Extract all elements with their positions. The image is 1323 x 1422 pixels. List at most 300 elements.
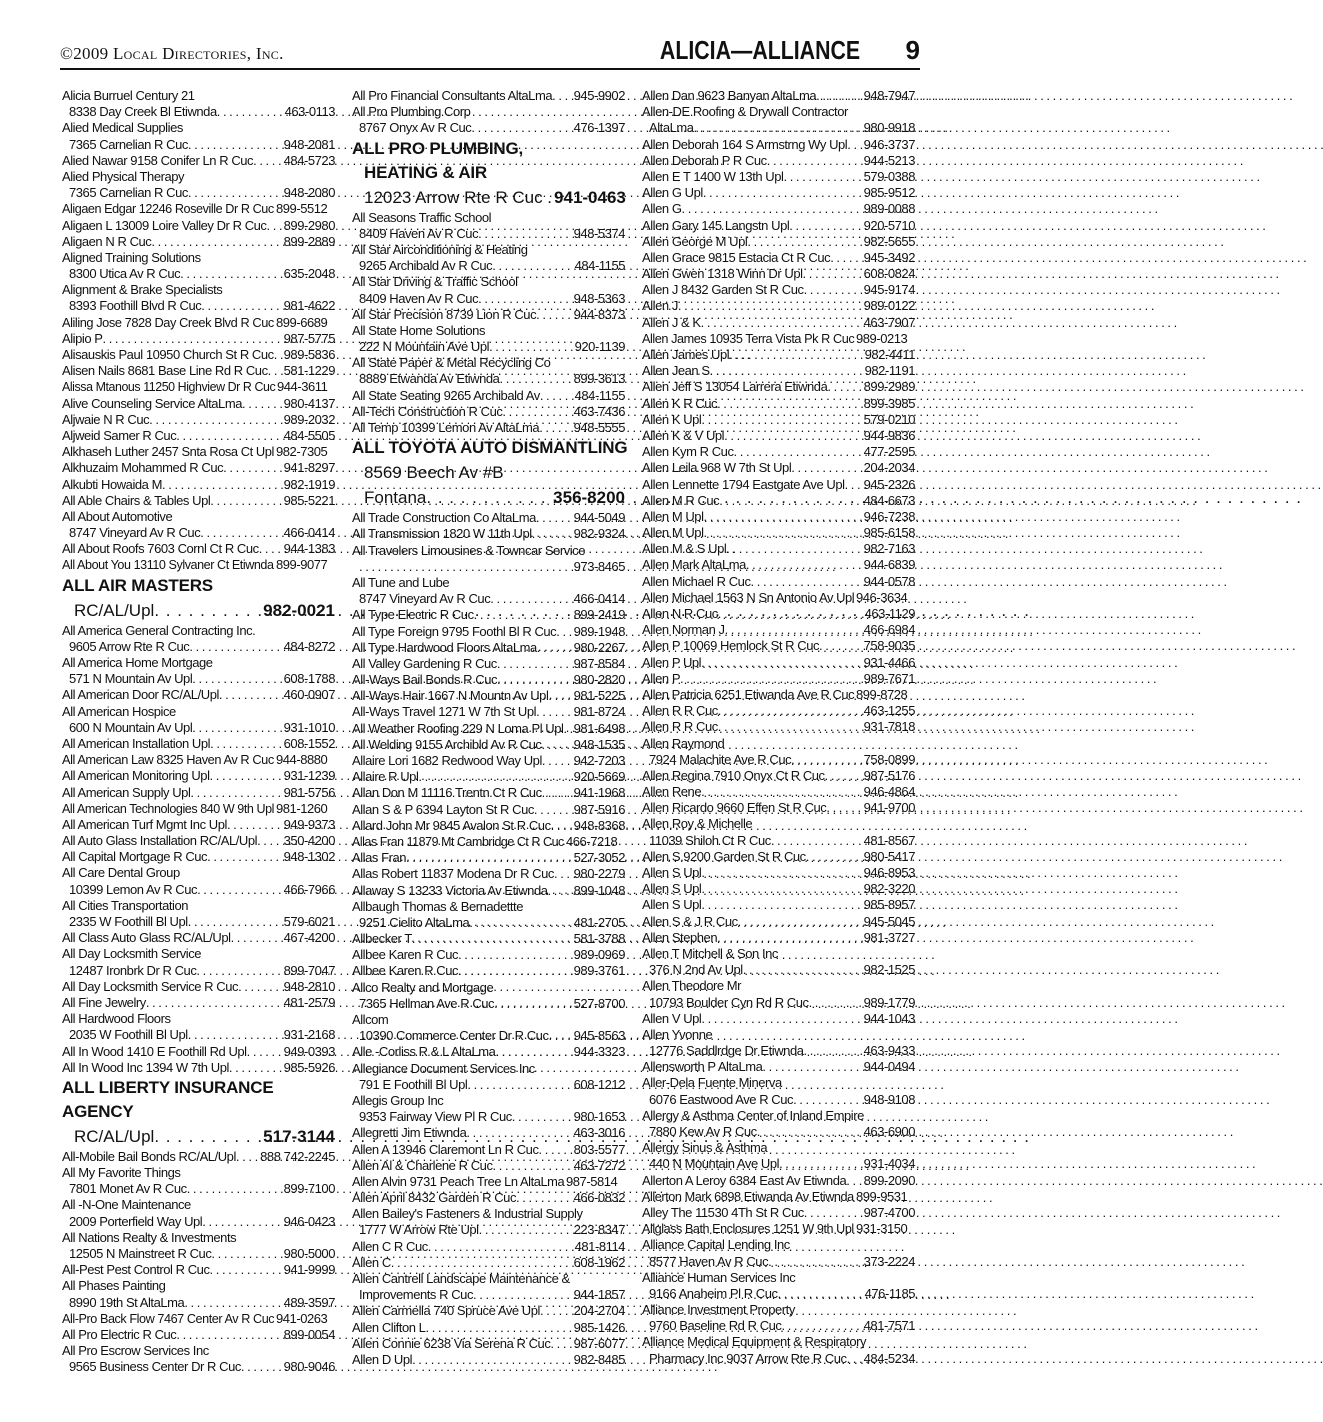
listing-line: [352, 258, 625, 274]
dot-leader: [426, 485, 551, 510]
listing-name: AltaLma: [649, 120, 694, 136]
listing-name: 2335 W Foothill Bl Upl: [69, 914, 188, 929]
listing-name: Alle -Corliss R & L AltaLma: [352, 1044, 496, 1060]
listing-line: [642, 849, 915, 865]
listing-line: [642, 1221, 915, 1237]
listing-name: All About Roofs 7603 Cornl Ct R Cuc: [62, 541, 259, 557]
listing-line: [62, 979, 335, 995]
listing-name: All-Mobile Bail Bonds RC/AL/Upl: [62, 1148, 236, 1164]
listing-phone: 899-1048: [573, 882, 625, 898]
dot-leader: [718, 606, 863, 622]
dot-leader: [176, 428, 281, 444]
listing-phone: 982-5655: [863, 233, 915, 249]
listing-name: Allen J 8432 Garden St R Cuc: [642, 282, 804, 298]
dot-leader: [534, 802, 572, 818]
listing-column-3: [642, 88, 915, 1367]
dot-leader: [825, 768, 862, 784]
dot-leader: [809, 995, 862, 1011]
listing-line: [352, 1158, 625, 1174]
section-heading: ALL LIBERTY INSURANCE: [62, 1077, 274, 1097]
dot-leader: [729, 347, 862, 363]
listing-line: [642, 865, 915, 881]
listing-name: Allen Grace 9815 Estacia Ct R Cuc: [642, 249, 831, 265]
dot-leader: [701, 784, 862, 800]
listing-name: Allen Rene: [642, 784, 702, 800]
listing-phone: 527-3052: [573, 850, 625, 866]
listing-phone: 481-2705: [573, 914, 625, 930]
listing-phone: 931-4034: [863, 1156, 915, 1172]
listing-line: [352, 559, 625, 575]
listing-line: [352, 355, 625, 371]
dot-leader: [458, 963, 572, 979]
listing-name: Allen K & V Upl: [642, 427, 725, 443]
dot-leader: [467, 1077, 571, 1093]
listing-phone: 484-5234: [863, 1350, 915, 1366]
listing-name: Allen G Upl: [642, 185, 703, 201]
featured-listing-line: [62, 598, 335, 623]
listing-name: All Pro Electric R Cuc: [62, 1326, 177, 1342]
listing-phone: 948-5363: [573, 290, 625, 306]
listing-line: [62, 250, 335, 266]
listing-name: Allen A 13946 Claremont Ln R Cuc: [352, 1141, 539, 1157]
listing-name: All Fine Jewelry: [62, 994, 146, 1010]
dot-leader: [231, 930, 282, 946]
listing-name: Allen S Upl: [642, 897, 702, 913]
listing-name: All Care Dental Group: [62, 865, 180, 881]
listing-line: [352, 1222, 625, 1238]
listing-name: 8767 Onyx Av R Cuc: [359, 120, 472, 136]
listing-line: [642, 396, 915, 412]
listing-line: [352, 1093, 625, 1109]
listing-name: All Class Auto Glass RC/AL/Upl: [62, 930, 231, 946]
listing-line: [642, 153, 915, 169]
listing-phone: 899-2989: [863, 379, 915, 395]
listing-line: [62, 1149, 335, 1165]
listing-phone: 467-4200: [283, 930, 335, 946]
listing-name: Allen M Upl: [642, 525, 704, 541]
listing-phone: 489-3597: [283, 1294, 335, 1310]
listing-line: [352, 753, 625, 769]
listing-phone: 350-4200: [283, 833, 335, 849]
dot-leader: [701, 412, 861, 428]
dot-leader: [789, 218, 861, 234]
listing-name: Alley The 11530 4Th St R Cuc: [642, 1204, 804, 1220]
listing-phone: 484-5505: [283, 427, 335, 443]
listing-phone: 945-8563: [573, 1028, 625, 1044]
dot-leader: [492, 258, 572, 274]
dot-leader: [537, 640, 572, 656]
listing-name: 7801 Monet Av R Cuc: [69, 1181, 187, 1197]
listing-name: Allen Kym R Cuc: [642, 444, 734, 460]
listing-line: [352, 339, 625, 355]
listing-phone: 466-6984: [863, 622, 915, 638]
dot-leader: [229, 1060, 282, 1076]
listing-phone: 941-9700: [863, 800, 915, 816]
dot-leader: [497, 656, 572, 672]
listing-line: [62, 1327, 335, 1343]
dot-leader: [259, 541, 282, 557]
listing-name: Allen Dan 9623 Banyan AltaLma: [642, 88, 817, 103]
dot-leader: [210, 493, 281, 509]
listing-name: 12776 Saddlrdge Dr Etiwnda: [649, 1043, 804, 1059]
listing-line: [62, 1343, 335, 1359]
listing-line: [352, 640, 625, 656]
listing-name: 2035 W Foothill Bl Upl: [69, 1027, 188, 1043]
listing-phone: 944-3323: [573, 1044, 625, 1060]
listing-name: 7924 Malachite Ave R Cuc: [649, 751, 792, 767]
listing-phone: 481-7571: [863, 1318, 915, 1334]
listing-phone: 948-1535: [573, 736, 625, 752]
listing-name: Allen M & S Upl: [642, 541, 727, 557]
dot-leader: [563, 721, 571, 737]
listing-name: All Travelers Limousines & Towncar Service: [352, 542, 586, 558]
listing-name: 7365 Carnelian R Cuc: [69, 136, 188, 152]
listing-name: Alliance Capital Lending Inc: [642, 1237, 790, 1253]
listing-name: All American Law 8325 Haven Av R Cuc: [62, 752, 274, 768]
section-heading: ALL PRO PLUMBING,: [352, 138, 524, 158]
listing-line: [62, 671, 335, 687]
listing-name: Allen Lennette 1794 Eastgate Ave Upl: [642, 476, 845, 492]
dot-leader: [146, 995, 282, 1011]
dot-leader: [536, 704, 572, 720]
listing-line: [642, 1254, 915, 1270]
listing-phone: 982-9324: [573, 526, 625, 542]
listing-line: [62, 1181, 335, 1197]
dot-leader: [495, 1044, 571, 1060]
listing-name: Allen-DE Roofing & Drywall Contractor: [642, 104, 848, 120]
listing-name: All Tune and Lube: [352, 574, 450, 590]
listing-line: [352, 1125, 625, 1141]
dot-leader: [791, 460, 861, 476]
listing-name: Allen Alvin 9731 Peach Tree Ln AltaLma: [352, 1173, 565, 1189]
dot-leader: [710, 363, 863, 379]
listing-line: [642, 881, 915, 897]
listing-phone: 581-1229: [283, 363, 335, 379]
listing-line: [352, 242, 625, 258]
listing-line: [62, 1027, 335, 1043]
listing-phone: 920-5669: [573, 769, 625, 785]
dot-leader: [680, 671, 862, 687]
listing-phone: 204-2034: [863, 460, 915, 476]
listing-line: [642, 1334, 915, 1350]
listing-name: All-Pro Back Flow 7467 Center Av R Cuc: [62, 1310, 275, 1326]
listing-line: [642, 606, 915, 622]
listing-line: [642, 1351, 915, 1367]
listing-name: Allen Raymond: [642, 735, 725, 751]
listing-phone: 982-1191: [864, 363, 915, 379]
listing-line: [642, 460, 915, 476]
listing-line: [62, 1359, 335, 1375]
listing-name: Allen James 10935 Terra Vista Pk R Cuc: [642, 330, 855, 346]
listing-name: Allegiance Document Services Inc: [352, 1060, 535, 1076]
listing-name: 8747 Vineyard Av R Cuc: [69, 525, 201, 541]
listing-name: Allen James Upl: [642, 347, 730, 362]
listing-phone: 635-2048: [283, 266, 335, 282]
listing-name: Allen P 10069 Hemlock St R Cuc: [642, 638, 820, 654]
listing-line: [352, 104, 625, 120]
listing-line: [352, 510, 625, 526]
listing-name: Alignment & Brake Specialists: [62, 282, 223, 298]
listing-name: 8393 Foothill Blvd R Cuc: [69, 298, 202, 314]
listing-name: 8338 Day Creek Bl Etiwnda: [69, 104, 217, 120]
listing-line: [642, 509, 915, 525]
listing-name: Allen P: [642, 670, 681, 686]
listing-line: [62, 477, 335, 493]
dot-leader: [793, 1092, 862, 1108]
listing-name: Allen S Upl: [642, 881, 702, 897]
listing-line: [642, 282, 915, 298]
listing-line: [62, 185, 335, 201]
dot-leader: [412, 931, 572, 947]
dot-leader: [188, 1027, 282, 1043]
listing-phone: 981-3727: [863, 929, 915, 945]
listing-name: Allen T Mitchell & Son Inc: [642, 945, 778, 961]
listing-name: Aligaen L 13009 Loire Valley Dr R Cuc: [62, 217, 267, 233]
listing-phone: 981-5756: [283, 784, 335, 800]
listing-line: [62, 282, 335, 298]
listing-phone: 608-0824: [863, 266, 915, 282]
listing-phone: 982-7163: [863, 541, 915, 557]
dot-leader: [738, 914, 862, 930]
listing-line: [62, 120, 335, 136]
listing-line: [352, 1012, 625, 1028]
dot-leader: [694, 120, 862, 136]
listing-line: [642, 736, 915, 752]
listing-phone: 982-0021: [263, 600, 335, 620]
listing-line: [352, 1028, 625, 1044]
listing-phone: 945-9902: [573, 88, 625, 103]
listing-line: [62, 266, 335, 282]
listing-name: All American Turf Mgmt Inc Upl: [62, 816, 227, 832]
listing-line: [62, 1197, 335, 1213]
listing-name: Aller-Dela Fuente Minerva: [642, 1075, 782, 1091]
listing-name: Improvements R Cuc: [359, 1287, 473, 1303]
dot-leader: [554, 866, 572, 882]
listing-line: [642, 1092, 915, 1108]
listing-phone: 987-5176: [863, 767, 915, 783]
listing-name: 12505 N Mainstreet R Cuc: [69, 1246, 212, 1261]
listing-line: [62, 623, 335, 639]
listing-line: [352, 120, 625, 136]
dot-leader: [493, 1158, 572, 1174]
dot-leader: [542, 753, 572, 769]
listing-column-2: [352, 88, 628, 1368]
listing-name: All In Wood 1410 E Foothill Rd Upl: [62, 1043, 247, 1059]
listing-line: [62, 201, 335, 217]
listing-name: Allaire Lori 1682 Redwood Way Upl: [352, 753, 542, 768]
dot-leader: [391, 1255, 572, 1271]
listing-line: [62, 428, 335, 444]
listing-name: All My Favorite Things: [62, 1165, 181, 1181]
listing-name: All Temp 10399 Lemon Av AltaLma: [352, 420, 540, 435]
listing-phone: 987-5814: [566, 1173, 618, 1189]
dot-leader: [478, 226, 572, 242]
dot-leader: [701, 881, 861, 897]
dot-leader: [497, 672, 572, 688]
dot-leader: [474, 607, 572, 623]
dot-leader: [151, 234, 281, 250]
dot-leader: [536, 307, 572, 323]
listing-name: Alied Physical Therapy: [62, 168, 185, 184]
listing-line: [352, 818, 625, 834]
listing-phone: 944-6839: [863, 557, 915, 573]
page-range-title: ALICIA—ALLIANCE: [659, 35, 860, 65]
listing-line: [642, 541, 915, 557]
dot-leader: [516, 1190, 572, 1206]
listing-line: [62, 88, 335, 104]
listing-name: Allas Fran 11879 Mt Cambridge Ct R Cuc: [352, 833, 564, 849]
listing-phone: 987-5775: [283, 330, 335, 346]
listing-phone: 477-2595: [863, 444, 915, 460]
dot-leader: [201, 298, 281, 314]
listing-name: Allen Deborah P R Cuc: [642, 152, 767, 168]
listing-line: [352, 1255, 625, 1271]
listing-line: [642, 298, 915, 314]
listing-phone: 941-1968: [573, 785, 625, 801]
listing-line: [62, 1011, 335, 1027]
listing-line: [62, 493, 335, 509]
listing-line: [642, 185, 915, 201]
listing-phone: 987-8584: [573, 655, 625, 671]
listing-phone: 982-8485: [573, 1351, 625, 1367]
listing-phone: 803-5577: [573, 1141, 625, 1157]
listing-line: [642, 493, 915, 509]
dot-leader: [827, 379, 861, 395]
listing-name: All Hardwood Floors: [62, 1011, 171, 1027]
listing-name: Allen Cantrell Landscape Maintenance &: [352, 1271, 570, 1286]
listing-phone: 944-9836: [863, 427, 915, 443]
listing-name: 222 N Mountain Ave Upl: [359, 339, 490, 355]
listing-name: All-Tech Construction R Cuc: [352, 403, 503, 419]
listing-name: Allerton Mark 6898 Etiwanda Av Etiwnda: [642, 1188, 854, 1204]
listing-phone: 608-1552: [283, 735, 335, 751]
listing-line: [642, 655, 915, 671]
listing-name: Allen Carmella 740 Spruce Ave Upl: [352, 1303, 540, 1319]
listing-line: [352, 721, 625, 737]
listing-phone: 944-5049: [573, 510, 625, 526]
dot-leader: [718, 719, 862, 735]
listing-phone: 579-0388: [863, 168, 915, 184]
dot-leader: [826, 800, 861, 816]
dot-leader: [188, 185, 282, 201]
listing-phone: 223-8347: [573, 1222, 625, 1238]
dot-leader: [819, 638, 862, 654]
listing-line: [62, 298, 335, 314]
listing-line: [62, 785, 335, 801]
listing-name: RC/AL/Upl: [74, 1126, 155, 1146]
listing-phone: 484-5723: [283, 152, 335, 168]
listing-line: [352, 1320, 625, 1336]
listing-line: [352, 307, 625, 323]
listing-line: [642, 590, 915, 606]
listing-name: All Pro Plumbing Corp: [352, 104, 471, 120]
dot-leader: [804, 1043, 862, 1059]
dot-leader: [830, 250, 861, 266]
listing-name: 11039 Shiloh Ct R Cuc: [649, 832, 771, 848]
listing-name: All Pro Escrow Services Inc: [62, 1343, 209, 1359]
dot-leader: [717, 930, 862, 946]
listing-line: [642, 1270, 915, 1286]
listing-phone: 985-5221: [283, 492, 335, 508]
listing-line: [352, 1174, 625, 1190]
listing-name: Allen Mark AltaLma: [642, 557, 746, 573]
listing-line: [352, 591, 625, 607]
listing-name: Allen S & J R Cuc: [642, 913, 738, 929]
listing-line: [62, 1214, 335, 1230]
dot-leader: [845, 477, 862, 493]
listing-line: [352, 850, 625, 866]
listing-line: [62, 768, 335, 784]
listing-line: [352, 371, 625, 387]
listing-phone: 944-0578: [863, 573, 915, 589]
listing-name: Allen V Upl: [642, 1010, 702, 1026]
listing-name: 440 N Mountain Ave Upl: [649, 1156, 780, 1172]
listing-name: All -N-One Maintenance: [62, 1197, 191, 1213]
listing-phone: 899-2419: [573, 607, 625, 623]
listing-name: Allen Ricardo 9660 Effen St R Cuc: [642, 800, 827, 816]
dot-leader: [192, 720, 281, 736]
dot-leader: [724, 428, 862, 444]
listing-name: Allen Michael R Cuc: [642, 573, 751, 589]
dot-leader: [719, 493, 861, 509]
listing-phone: 946-0423: [283, 1213, 335, 1229]
listing-name: 8409 Haven Av R Cuc: [359, 290, 479, 306]
listing-phone: 942-7203: [573, 753, 625, 768]
listing-line: [62, 752, 335, 768]
listing-phone: 981-6498: [573, 720, 625, 736]
dot-leader: [359, 559, 572, 575]
listing-phone: 985-9512: [863, 185, 915, 201]
listing-name: Allas Fran: [352, 850, 407, 866]
listing-name: Alive Counseling Service AltaLma: [62, 395, 242, 411]
featured-listing-line: [352, 185, 625, 210]
listing-line: [62, 104, 335, 120]
listing-line: [352, 980, 625, 996]
listing-line: [642, 557, 915, 573]
listing-phone: 481-2579: [283, 994, 335, 1010]
listing-name: Aliling Jose 7828 Day Creek Blvd R Cuc: [62, 314, 274, 330]
listing-line: [62, 541, 335, 557]
dot-leader: [771, 833, 862, 849]
listing-phone: 989-1948: [573, 623, 625, 639]
listing-phone: 980-2279: [573, 866, 625, 882]
dot-leader: [149, 412, 281, 428]
listing-line: [62, 218, 335, 234]
listing-line: [62, 1262, 335, 1278]
listing-phone: 981-8724: [573, 704, 625, 720]
listing-name: Allen Connie 6238 Via Serena R Cuc: [352, 1335, 551, 1351]
listing-phone: 463-7436: [573, 403, 625, 419]
listing-phone: 944-8880: [276, 752, 328, 768]
listing-line: [642, 1108, 915, 1124]
listing-phone: 948-2081: [283, 136, 335, 152]
listing-line: [642, 1286, 915, 1302]
listing-phone: 944-1383: [283, 541, 335, 557]
listing-phone: 948-9108: [863, 1091, 915, 1107]
listing-name: 10793 Boulder Cyn Rd R Cuc: [649, 994, 809, 1010]
listing-phone: 944-1857: [573, 1287, 625, 1303]
listing-name: Allen R R Cuc: [642, 703, 718, 719]
listing-line: [62, 460, 335, 476]
listing-name: Alkhuzaim Mohammed R Cuc: [62, 460, 224, 476]
listing-line: [352, 388, 625, 404]
listing-phone: 920-1139: [574, 339, 625, 355]
listing-name: Alkhaseh Luther 2457 Snta Rosa Ct Upl: [62, 444, 274, 460]
listing-phone: 989-1779: [863, 994, 915, 1010]
dot-leader: [540, 388, 573, 404]
listing-name: Allegis Group Inc: [352, 1092, 444, 1108]
listing-line: [642, 1043, 915, 1059]
